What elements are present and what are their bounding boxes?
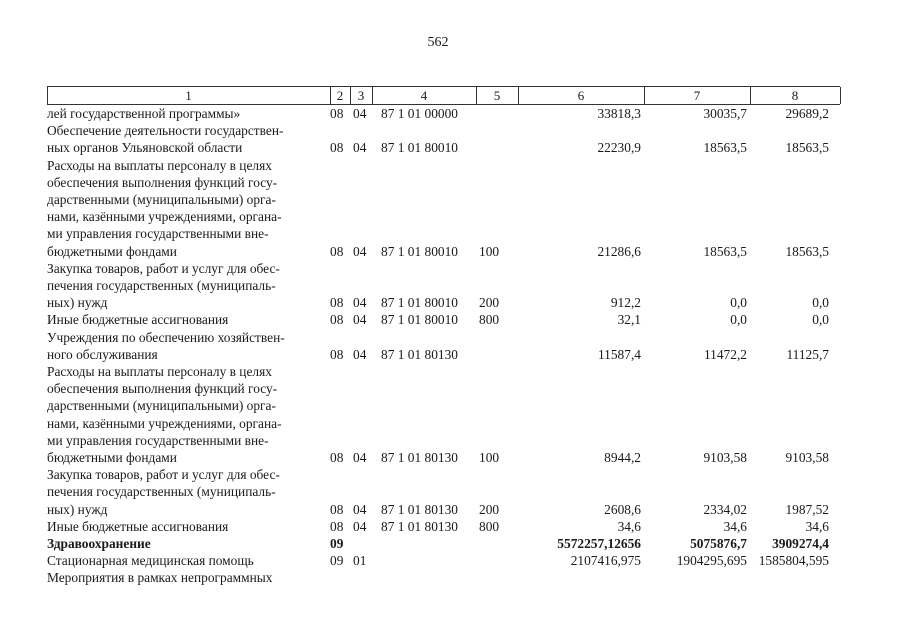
description-line: Закупка товаров, работ и услуг для обес- xyxy=(47,260,280,276)
table-row xyxy=(47,466,847,518)
section-code: 08 xyxy=(330,450,344,466)
expense-type: 100 xyxy=(479,243,500,259)
header-col-6: 6 xyxy=(577,88,585,103)
target-article: 87 1 01 80010 xyxy=(381,295,458,311)
description-line: ми управления государственными вне- xyxy=(47,226,269,242)
amount-col-7: 5075876,7 xyxy=(690,536,747,552)
amount-col-8: 18563,5 xyxy=(785,140,829,156)
section-code: 09 xyxy=(330,536,344,552)
amount-col-6: 5572257,12656 xyxy=(557,536,641,552)
amount-col-8: 29689,2 xyxy=(785,106,829,122)
description-line: Учреждения по обеспечению хозяйствен- xyxy=(47,329,285,345)
expense-type: 200 xyxy=(479,295,500,311)
target-article: 87 1 01 00000 xyxy=(381,106,458,122)
table-row xyxy=(47,311,847,328)
section-code: 08 xyxy=(330,312,344,328)
section-code: 08 xyxy=(330,243,344,259)
section-code: 08 xyxy=(330,346,344,362)
description-line: ных) нужд xyxy=(47,295,108,311)
subsection-code: 04 xyxy=(353,295,367,311)
subsection-code: 04 xyxy=(353,450,367,466)
description-line: ных) нужд xyxy=(47,501,108,517)
section-code: 08 xyxy=(330,106,344,122)
amount-col-6: 22230,9 xyxy=(597,140,641,156)
amount-col-6: 912,2 xyxy=(610,295,641,311)
table-row xyxy=(47,518,847,535)
subsection-code: 04 xyxy=(353,312,367,328)
subsection-code: 04 xyxy=(353,501,367,517)
target-article: 87 1 01 80130 xyxy=(381,346,458,362)
header-col-3: 3 xyxy=(357,88,365,103)
description-line: нами, казёнными учреждениями, органа- xyxy=(47,209,282,225)
subsection-code: 01 xyxy=(353,553,367,569)
table-row xyxy=(47,329,847,363)
table-row xyxy=(47,569,847,586)
amount-col-6: 33818,3 xyxy=(597,106,641,122)
amount-col-7: 30035,7 xyxy=(703,106,747,122)
amount-col-8: 18563,5 xyxy=(785,243,829,259)
subsection-code: 04 xyxy=(353,243,367,259)
description-line: Расходы на выплаты персоналу в целях xyxy=(47,157,272,173)
description-line: печения государственных (муниципаль- xyxy=(47,278,276,294)
target-article: 87 1 01 80130 xyxy=(381,450,458,466)
description-line: обеспечения выполнения функций госу- xyxy=(47,381,278,397)
description-line: лей государственной программы» xyxy=(47,106,241,121)
target-article: 87 1 01 80010 xyxy=(381,312,458,328)
amount-col-6: 2107416,975 xyxy=(570,553,641,569)
amount-col-8: 3909274,4 xyxy=(772,536,829,552)
amount-col-8: 34,6 xyxy=(805,518,829,534)
expense-type: 200 xyxy=(479,501,500,517)
description-line: бюджетными фондами xyxy=(47,450,177,466)
table-row xyxy=(47,105,847,122)
header-col-8: 8 xyxy=(791,88,799,103)
amount-col-8: 9103,58 xyxy=(785,450,829,466)
amount-col-7: 9103,58 xyxy=(703,450,747,466)
table-row xyxy=(47,363,847,466)
amount-col-6: 32,1 xyxy=(617,312,641,328)
amount-col-7: 2334,02 xyxy=(703,501,747,517)
section-code: 08 xyxy=(330,295,344,311)
description-line: бюджетными фондами xyxy=(47,243,177,259)
description-line: Иные бюджетные ассигнования xyxy=(47,518,229,534)
subsection-code: 04 xyxy=(353,140,367,156)
amount-col-6: 21286,6 xyxy=(597,243,641,259)
target-article: 87 1 01 80130 xyxy=(381,518,458,534)
table-body xyxy=(47,105,847,587)
amount-col-6: 8944,2 xyxy=(604,450,641,466)
table-row xyxy=(47,535,847,552)
description-line: дарственными (муниципальными) орга- xyxy=(47,398,276,414)
amount-col-7: 11472,2 xyxy=(703,346,747,362)
header-col-5: 5 xyxy=(493,88,501,103)
amount-col-8: 1585804,595 xyxy=(758,553,829,569)
expense-type: 800 xyxy=(479,312,500,328)
amount-col-8: 11125,7 xyxy=(786,346,829,362)
description-line: ми управления государственными вне- xyxy=(47,432,269,448)
header-col-2: 2 xyxy=(336,88,344,103)
target-article: 87 1 01 80130 xyxy=(381,501,458,517)
table-row xyxy=(47,157,847,260)
section-code: 08 xyxy=(330,518,344,534)
amount-col-8: 0,0 xyxy=(812,312,829,328)
description-line: Закупка товаров, работ и услуг для обес- xyxy=(47,467,280,483)
expense-type: 800 xyxy=(479,518,500,534)
description-line: Расходы на выплаты персоналу в целях xyxy=(47,364,272,380)
description-line: ных органов Ульяновской области xyxy=(47,140,243,156)
subsection-code: 04 xyxy=(353,106,367,122)
amount-col-6: 11587,4 xyxy=(597,346,641,362)
description-line: обеспечения выполнения функций госу- xyxy=(47,174,278,190)
description-line: Стационарная медицинская помощь xyxy=(47,553,254,569)
description-line: нами, казёнными учреждениями, органа- xyxy=(47,415,282,431)
amount-col-8: 0,0 xyxy=(812,295,829,311)
header-col-4: 4 xyxy=(420,88,428,103)
table-row xyxy=(47,122,847,156)
expense-type: 100 xyxy=(479,450,500,466)
page-number: 562 xyxy=(427,35,449,50)
description-line: Здравоохранение xyxy=(47,536,151,552)
header-col-7: 7 xyxy=(693,88,701,103)
table-header xyxy=(47,86,840,105)
section-code: 08 xyxy=(330,140,344,156)
description-line: печения государственных (муниципаль- xyxy=(47,484,276,500)
description-line: дарственными (муниципальными) орга- xyxy=(47,192,276,208)
subsection-code: 04 xyxy=(353,518,367,534)
table-row xyxy=(47,552,847,569)
target-article: 87 1 01 80010 xyxy=(381,140,458,156)
section-code: 09 xyxy=(330,553,344,569)
amount-col-8: 1987,52 xyxy=(785,501,829,517)
amount-col-6: 34,6 xyxy=(617,518,641,534)
target-article: 87 1 01 80010 xyxy=(381,243,458,259)
subsection-code: 04 xyxy=(353,346,367,362)
amount-col-7: 34,6 xyxy=(723,518,747,534)
amount-col-7: 1904295,695 xyxy=(676,553,747,569)
section-code: 08 xyxy=(330,501,344,517)
table-row xyxy=(47,260,847,312)
description-line: Иные бюджетные ассигнования xyxy=(47,312,229,328)
description-line: Мероприятия в рамках непрограммных xyxy=(47,570,273,586)
amount-col-7: 18563,5 xyxy=(703,243,747,259)
description-line: Обеспечение деятельности государствен- xyxy=(47,123,284,139)
amount-col-7: 0,0 xyxy=(730,295,747,311)
amount-col-7: 18563,5 xyxy=(703,140,747,156)
description-line: ного обслуживания xyxy=(47,346,158,362)
amount-col-6: 2608,6 xyxy=(604,501,641,517)
amount-col-7: 0,0 xyxy=(730,312,747,328)
header-col-1: 1 xyxy=(185,88,192,103)
